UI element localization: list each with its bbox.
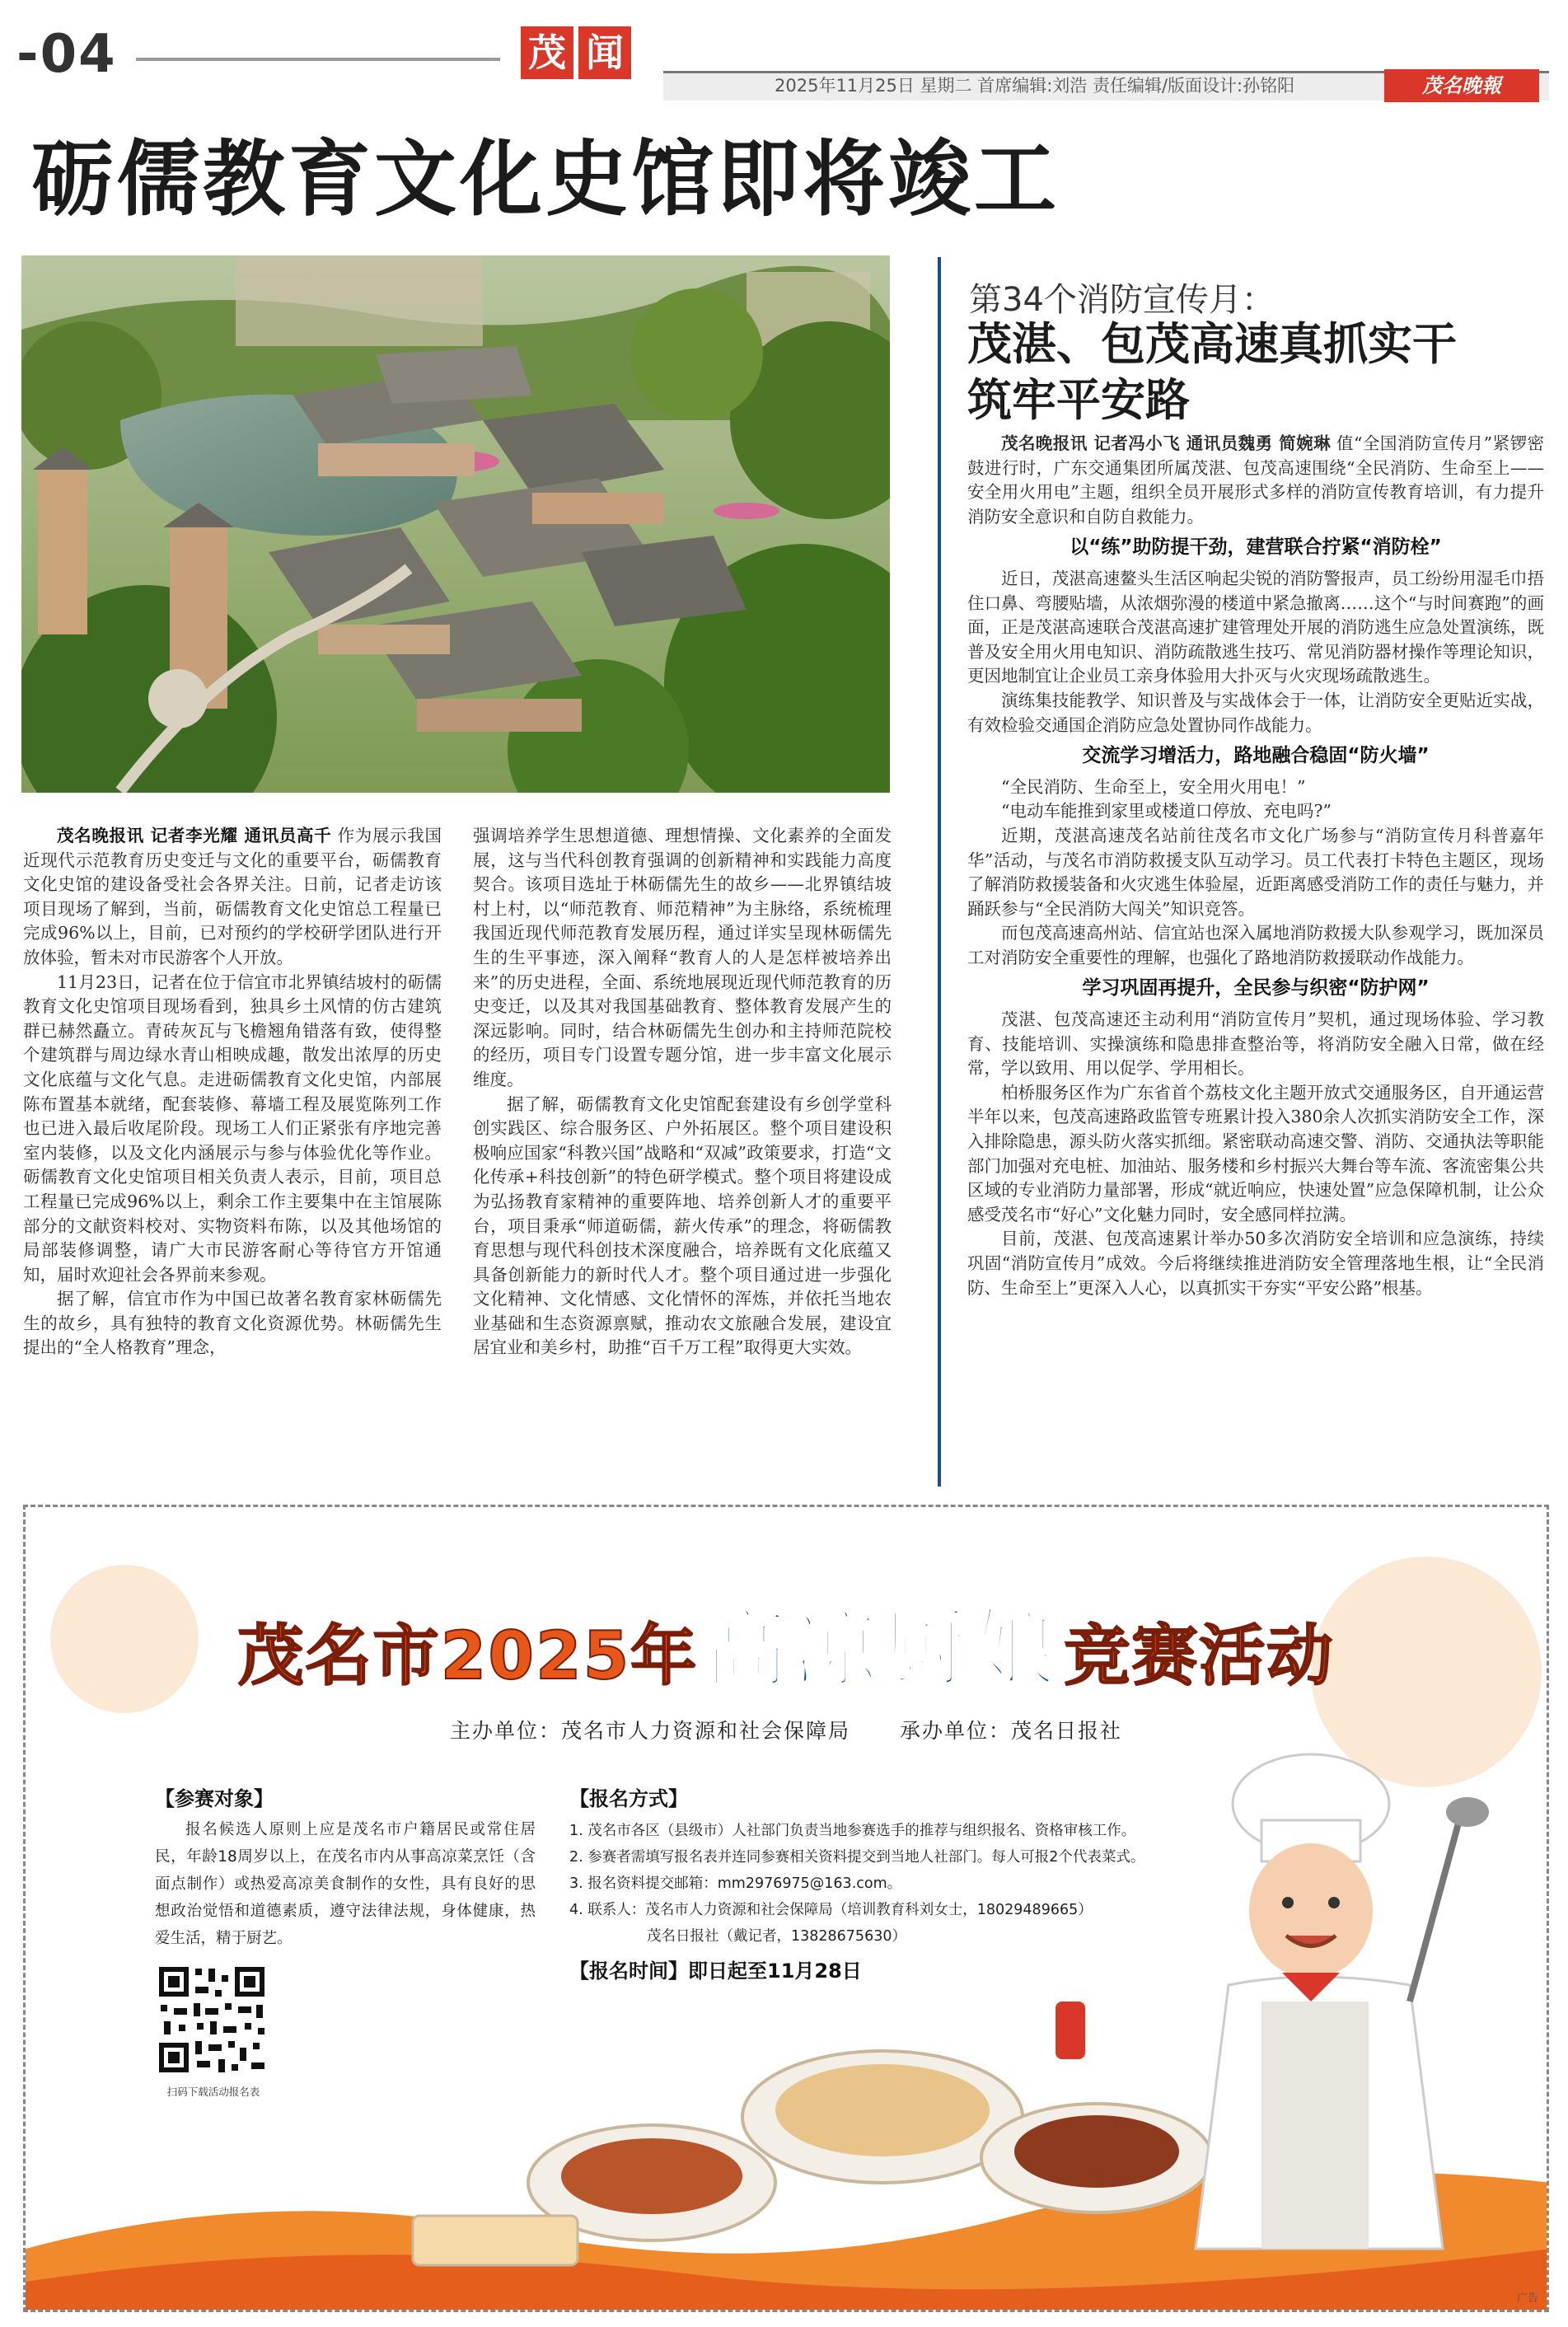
article2-subhead: 以“练”助防提干劲，建营联合拧紧“消防栓” [1070,536,1442,559]
article2-paragraph: 茂名晚报讯 记者冯小飞 通讯员魏勇 简婉琳 值“全国消防宣传月”紧锣密鼓进行时，广东交通集团所属茂湛、包茂高速围绕“全民消防、生命至上——安全用火用电”主题，组织全员开展形式多样的消防宣传教育培训，有力提升消防安全意识和自防自救能力。 [967,433,1544,527]
ad-participants-section [155,1782,536,1952]
article2-paragraph: 演练集技能教学、知识普及与实战体会于一体，让消防安全更贴近实战，有效检验交通国企消防应急处置协同作战能力。 [967,690,1544,735]
article2-paragraph: “全民消防、生命至上，安全用火用电！” [1001,776,1306,797]
article1-paragraph: 11月23日，记者在位于信宜市北界镇结坡村的砺儒教育文化史馆项目现场看到，独具乡土风情的仿古建筑群已赫然矗立。青砖灰瓦与飞檐翘角错落有致，使得整个建筑群与周边绿水青山相映成趣，散发出浓厚的历史文化底蕴与文化气息。走进砺儒教育文化史馆，内部展陈布置基本就绪，配套装修、幕墙工程及展览陈列工作也已进入最后收尾阶段。现场工人们正紧张有序地完善室内装修，以及文化内涵展示与参与体验优化等作业。砺儒教育文化史馆项目相关负责人表示，目前，项目总工程量已完成96%以上，剩余工作主要集中在主馆展陈部分的文献资料校对、实物资料布陈，以及其他场馆的局部装修调整，请广大市民游客耐心等待官方开馆通知，届时欢迎社会各界前来参观。 [23,972,442,1285]
article2-title-line2: 筑牢平安路 [967,374,1190,426]
article2-subhead: 交流学习增活力，路地融合稳固“防火墙” [1082,745,1430,767]
section-char-1: 茂 [521,26,573,79]
ad-tag: 广告 [1516,2292,1538,2305]
article1-paragraph: 强调培养学生思想道德、理想情操、文化素养的全面发展，这与当代科创教育强调的创新精神和实践能力高度契合。该项目选址于林砺儒先生的故乡——北界镇结坡村上村，以“师范教育、师范精神”为主脉络，系统梳理我国近现代师范教育发展历程，通过详实呈现林砺儒先生的生平事迹，深入阐释“教育人的人是怎样被培养出来”的历史进程，全面、系统地展现近现代师范教育的历史变迁，以及其对我国基础教育、整体教育发展产生的深远影响。同时，结合林砺儒先生创办和主持师范院校的经历，项目专门设置专题分馆，进一步丰富文化展示维度。 [473,826,892,1089]
article1-paragraph: 据了解，信宜市作为中国已故著名教育家林砺儒先生的故乡，具有独特的教育文化资源优势。林砺儒先生提出的“全人格教育”理念， [23,1289,442,1358]
ad-signup-section [569,1782,1311,1983]
museum-aerial-photo [21,255,890,793]
ad-signup-item: 4. 联系人：茂名市人力资源和社会保障局（培训教育科刘女士，18029489665） [569,1902,1093,1918]
ad-participants-text: 报名候选人原则上应是茂名市户籍居民或常住居民，年龄18周岁以上，在茂名市内从事高凉菜烹饪（含面点制作）或热爱高凉美食制作的女性，具有良好的思想政治觉悟和道德素质，遵守法律法规，身体健康，热爱生活，精于厨艺。 [155,1821,536,1947]
section-char-2: 闻 [578,26,631,79]
article2-paragraph: “电动车能推到家里或楼道口停放、充电吗?” [1001,801,1332,822]
ad-signup-heading: 【报名方式】 [569,1787,688,1810]
ad-signup-contact2: 茂名日报社（戴记者，13828675630） [647,1928,906,1945]
article1-column-2 [473,824,892,1458]
article1-byline: 茂名晚报讯 记者李光耀 通讯员高千 [57,826,332,845]
article2-paragraph: 近期，茂湛高速茂名站前往茂名市文化广场参与“消防宣传月科普嘉年华”活动，与茂名市消防救援支队互动学习。员工代表打卡特色主题区，现场了解消防救援装备和火灾逃生体验屋，近距离感受消防工作的责任与魅力，并踊跃参与“全民消防大闯关”知识竞答。 [967,825,1544,919]
ad-title [26,1599,1547,1699]
ad-title-part2: 高凉厨娘 [703,1599,1060,1699]
fire-safety-article [938,257,1552,1487]
ad-signup-item: 2. 参赛者需填写报名表并连同参赛相关资料提交到当地人社部门。每人可报2个代表菜式。 [569,1849,1145,1866]
ad-host-line [26,1715,1547,1744]
ad-deadline-label: 【报名时间】 [569,1959,688,1983]
article2-byline: 茂名晚报讯 记者冯小飞 通讯员魏勇 简婉琳 [1001,433,1332,453]
ad-deadline [569,1955,1311,1983]
article1-paragraph: 茂名晚报讯 记者李光耀 通讯员高千 作为展示我国近现代示范教育历史变迁与文化的重要平台，砺儒教育文化史馆的建设备受社会各界关注。日前，记者走访该项目现场了解到，当前，砺儒教育文化史馆总工程量已完成96%以上，目前，已对预约的学校研学团队进行开放体验，暂未对市民游客个人开放。 [23,826,442,967]
ad-host: 主办单位：茂名市人力资源和社会保障局 [449,1719,850,1743]
ad-title-part1: 茂名市2025年 [237,1618,699,1694]
article2-body [967,432,1544,1478]
ad-participants-heading: 【参赛对象】 [155,1787,274,1810]
ad-title-part3: 竞赛活动 [1064,1618,1335,1694]
section-tag [521,26,631,79]
qr-caption: 扫码下载活动报名表 [166,2086,260,2098]
article2-paragraph: 茂湛、包茂高速还主动利用“消防宣传月”契机，通过现场体验、学习教育、技能培训、实操演练和隐患排查整治等，将消防安全融入日常，做在经常，学以致用、用以促学、学用相长。 [967,1009,1544,1079]
article2-paragraph: 柏桥服务区作为广东省首个荔枝文化主题开放式交通服务区，自开通运营半年以来，包茂高速路政监管专班累计投入380余人次抓实消防安全工作，深入排除隐患，源头防火落实抓细。紧密联动高速交警、消防、交通执法等职能部门加强对充电桩、加油站、服务楼和乡村振兴大舞台等车流、客流密集公共区域的专业消防力量部署，形成“就近响应，快速处置”应急保障机制，让公众感受茂名市“好心”文化魅力同时，安全感同样拉满。 [967,1082,1544,1224]
main-headline: 砺儒教育文化史馆即将竣工 [31,131,1060,227]
article2-kicker: 第34个消防宣传月： [969,281,1275,319]
ad-signup-item: 3. 报名资料提交邮箱：mm2976975@163.com。 [569,1875,902,1892]
ad-signup-item: 1. 茂名市各区（县级市）人社部门负责当地参赛选手的推荐与组织报名、资格审核工作。 [569,1823,1136,1839]
registration-qr-code[interactable] [154,1962,269,2077]
issue-info: 2025年11月25日 星期二 首席编辑:刘浩 责任编辑/版面设计:孙铭阳 [775,76,1295,96]
article2-subhead: 学习巩固再提升，全民参与织密“防护网” [1082,977,1430,1000]
ad-deadline-value: 即日起至11月28日 [688,1959,862,1983]
page-number: -04 [16,24,117,85]
article2-title-line1: 茂湛、包茂高速真抓实干 [967,318,1457,370]
article2-paragraph: 目前，茂湛、包茂高速累计举办50多次消防安全培训和应急演练，持续巩固“消防宣传月”成效。今后将继续推进消防安全管理落地生根，让“全民消防、生命至上”更深入人心，以真抓实干夯实“平安公路”根基。 [967,1229,1544,1298]
article1-column-1 [23,824,442,1458]
ad-signup-list [569,1818,1311,1950]
article2-paragraph: 近日，茂湛高速鳌头生活区响起尖锐的消防警报声，员工纷纷用湿毛巾捂住口鼻、弯腰贴墙，从浓烟弥漫的楼道中紧急撤离……这个“与时间赛跑”的画面，正是茂湛高速联合茂湛高速扩建管理处开展的消防逃生应急处置演练，既普及安全用火用电知识、消防疏散逃生技巧、常见消防器材操作等理论知识，更因地制宜让企业员工亲身体验用大扑灭与火灾现场疏散逃生。 [967,568,1544,686]
article2-paragraph: 而包茂高速高州站、信宜站也深入属地消防救援大队参观学习，既加深员工对消防安全重要性的理解，也强化了路地消防救援联动作战能力。 [967,923,1544,967]
cooking-contest-advertisement [23,1505,1549,2312]
ad-organizer: 承办单位：茂名日报社 [900,1719,1123,1743]
paper-name-logo: 茂名晚報 [1384,69,1539,102]
header-rule [136,58,500,61]
article1-paragraph: 据了解，砺儒教育文化史馆配套建设有乡创学堂科创实践区、综合服务区、户外拓展区。整个项目建设积极响应国家“科教兴国”战略和“双减”政策要求，打造“文化传承+科技创新”的特色研学模式。整个项目将建设成为弘扬教育家精神的重要阵地、培养创新人才的重要平台，项目秉承“师道砺儒，薪火传承”的理念，将砺儒教育思想与现代科创技术深度融合，培养既有文化底蕴又具备创新能力的新时代人才。整个项目通过进一步强化文化精神、文化情感、文化情怀的浑炼，并依托当地农业基础和生态资源禀赋，推动农文旅融合发展，建设宜居宜业和美乡村，助推“百千万工程”取得更大实效。 [473,1093,892,1358]
